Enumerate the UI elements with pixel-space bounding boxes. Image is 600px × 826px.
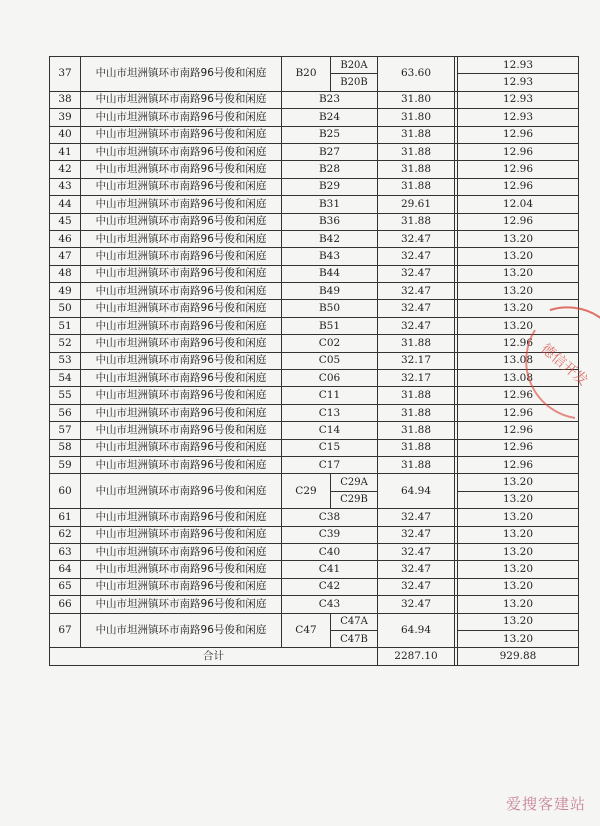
unit-code: B50 xyxy=(282,300,378,317)
property-address: 中山市坦洲镇环市南路96号俊和闲庭 xyxy=(81,578,282,595)
unit-code: B49 xyxy=(282,283,378,300)
table-row xyxy=(50,456,579,473)
fee-value: 12.96 xyxy=(458,439,579,456)
fee-value: 13.20 xyxy=(458,630,579,647)
table-row xyxy=(50,91,579,108)
fee-value: 13.20 xyxy=(458,596,579,613)
table-row xyxy=(50,578,579,595)
fee-value: 12.96 xyxy=(458,456,579,473)
area-value: 32.17 xyxy=(378,370,455,387)
unit-code: C05 xyxy=(282,352,378,369)
table-row xyxy=(50,526,579,543)
unit-code: B43 xyxy=(282,248,378,265)
fee-value: 13.20 xyxy=(458,248,579,265)
unit-code: C43 xyxy=(282,596,378,613)
table-row xyxy=(50,57,579,74)
fee-value: 13.20 xyxy=(458,526,579,543)
table-row xyxy=(50,178,579,195)
area-value: 32.47 xyxy=(378,509,455,526)
fee-value: 12.96 xyxy=(458,161,579,178)
fee-value: 12.96 xyxy=(458,213,579,230)
row-number: 62 xyxy=(50,526,81,543)
table-row xyxy=(50,317,579,334)
fee-value: 13.20 xyxy=(458,613,579,630)
fee-value: 12.04 xyxy=(458,196,579,213)
fee-value: 13.20 xyxy=(458,491,579,508)
table-row xyxy=(50,387,579,404)
fee-value: 12.96 xyxy=(458,143,579,160)
unit-code: C41 xyxy=(282,561,378,578)
property-address: 中山市坦洲镇环市南路96号俊和闲庭 xyxy=(81,370,282,387)
area-value: 32.47 xyxy=(378,300,455,317)
fee-value: 13.08 xyxy=(458,370,579,387)
unit-code: B44 xyxy=(282,265,378,282)
row-number: 60 xyxy=(50,474,81,509)
fee-value: 12.96 xyxy=(458,387,579,404)
property-address: 中山市坦洲镇环市南路96号俊和闲庭 xyxy=(81,248,282,265)
table-row xyxy=(50,265,579,282)
row-number: 59 xyxy=(50,456,81,473)
site-watermark: 爱搜客建站 xyxy=(505,795,586,813)
row-number: 40 xyxy=(50,126,81,143)
unit-code: C40 xyxy=(282,543,378,560)
table-row xyxy=(50,196,579,213)
area-value: 32.47 xyxy=(378,317,455,334)
unit-code: C38 xyxy=(282,509,378,526)
area-value: 31.88 xyxy=(378,335,455,352)
total-label: 合计 xyxy=(50,648,378,665)
unit-code: B36 xyxy=(282,213,378,230)
total-row xyxy=(50,648,579,665)
row-number: 49 xyxy=(50,283,81,300)
fee-value: 12.93 xyxy=(458,109,579,126)
unit-code: C14 xyxy=(282,422,378,439)
fee-value: 12.93 xyxy=(458,91,579,108)
property-address: 中山市坦洲镇环市南路96号俊和闲庭 xyxy=(81,456,282,473)
table-row xyxy=(50,370,579,387)
table-row xyxy=(50,213,579,230)
table-row xyxy=(50,439,579,456)
property-address: 中山市坦洲镇环市南路96号俊和闲庭 xyxy=(81,283,282,300)
unit-code: C15 xyxy=(282,439,378,456)
fee-value: 12.96 xyxy=(458,404,579,421)
property-address: 中山市坦洲镇环市南路96号俊和闲庭 xyxy=(81,109,282,126)
property-address: 中山市坦洲镇环市南路96号俊和闲庭 xyxy=(81,143,282,160)
total-area: 2287.10 xyxy=(378,648,455,665)
property-address: 中山市坦洲镇环市南路96号俊和闲庭 xyxy=(81,474,282,509)
area-value: 32.47 xyxy=(378,283,455,300)
property-address: 中山市坦洲镇环市南路96号俊和闲庭 xyxy=(81,230,282,247)
table-row xyxy=(50,613,579,630)
property-address: 中山市坦洲镇环市南路96号俊和闲庭 xyxy=(81,439,282,456)
table-row xyxy=(50,126,579,143)
row-number: 44 xyxy=(50,196,81,213)
unit-code: C29 xyxy=(282,474,331,509)
unit-code: C11 xyxy=(282,387,378,404)
property-address: 中山市坦洲镇环市南路96号俊和闲庭 xyxy=(81,543,282,560)
row-number: 41 xyxy=(50,143,81,160)
fee-value: 12.96 xyxy=(458,335,579,352)
table-row xyxy=(50,596,579,613)
fee-value: 12.96 xyxy=(458,178,579,195)
area-value: 63.60 xyxy=(378,57,455,92)
row-number: 61 xyxy=(50,509,81,526)
area-value: 64.94 xyxy=(378,474,455,509)
row-number: 55 xyxy=(50,387,81,404)
property-address: 中山市坦洲镇环市南路96号俊和闲庭 xyxy=(81,404,282,421)
fee-value: 13.20 xyxy=(458,283,579,300)
table-row xyxy=(50,422,579,439)
row-number: 64 xyxy=(50,561,81,578)
table-row xyxy=(50,404,579,421)
table-row xyxy=(50,230,579,247)
area-value: 31.88 xyxy=(378,456,455,473)
unit-code: B42 xyxy=(282,230,378,247)
row-number: 66 xyxy=(50,596,81,613)
unit-code: B29 xyxy=(282,178,378,195)
row-number: 42 xyxy=(50,161,81,178)
table-row xyxy=(50,509,579,526)
row-number: 46 xyxy=(50,230,81,247)
sub-unit-code: B20A xyxy=(331,57,378,74)
area-value: 32.47 xyxy=(378,596,455,613)
unit-code: B31 xyxy=(282,196,378,213)
table-row xyxy=(50,561,579,578)
fee-value: 13.20 xyxy=(458,561,579,578)
fee-value: 13.08 xyxy=(458,352,579,369)
row-number: 39 xyxy=(50,109,81,126)
property-address: 中山市坦洲镇环市南路96号俊和闲庭 xyxy=(81,196,282,213)
property-address: 中山市坦洲镇环市南路96号俊和闲庭 xyxy=(81,526,282,543)
fee-table xyxy=(49,56,579,666)
area-value: 31.88 xyxy=(378,213,455,230)
row-number: 50 xyxy=(50,300,81,317)
fee-value: 12.93 xyxy=(458,57,579,74)
area-value: 64.94 xyxy=(378,613,455,648)
table-row xyxy=(50,543,579,560)
table-row xyxy=(50,283,579,300)
row-number: 65 xyxy=(50,578,81,595)
property-address: 中山市坦洲镇环市南路96号俊和闲庭 xyxy=(81,613,282,648)
area-value: 32.47 xyxy=(378,543,455,560)
area-value: 32.47 xyxy=(378,561,455,578)
area-value: 31.80 xyxy=(378,91,455,108)
unit-code: B25 xyxy=(282,126,378,143)
red-seal-stamp xyxy=(520,300,600,420)
row-number: 54 xyxy=(50,370,81,387)
area-value: 31.88 xyxy=(378,178,455,195)
unit-code: C17 xyxy=(282,456,378,473)
area-value: 31.88 xyxy=(378,439,455,456)
table-row xyxy=(50,335,579,352)
unit-code: B27 xyxy=(282,143,378,160)
sub-unit-code: B20B xyxy=(331,74,378,91)
unit-code: C13 xyxy=(282,404,378,421)
table-row xyxy=(50,109,579,126)
unit-code: C42 xyxy=(282,578,378,595)
area-value: 31.88 xyxy=(378,387,455,404)
fee-value: 13.20 xyxy=(458,265,579,282)
unit-code: B24 xyxy=(282,109,378,126)
property-address: 中山市坦洲镇环市南路96号俊和闲庭 xyxy=(81,317,282,334)
row-number: 56 xyxy=(50,404,81,421)
row-number: 37 xyxy=(50,57,81,92)
fee-value: 13.20 xyxy=(458,578,579,595)
row-number: 58 xyxy=(50,439,81,456)
property-address: 中山市坦洲镇环市南路96号俊和闲庭 xyxy=(81,352,282,369)
area-value: 31.88 xyxy=(378,161,455,178)
property-address: 中山市坦洲镇环市南路96号俊和闲庭 xyxy=(81,596,282,613)
row-number: 48 xyxy=(50,265,81,282)
fee-value: 13.20 xyxy=(458,509,579,526)
area-value: 32.47 xyxy=(378,248,455,265)
property-address: 中山市坦洲镇环市南路96号俊和闲庭 xyxy=(81,509,282,526)
area-value: 29.61 xyxy=(378,196,455,213)
property-address: 中山市坦洲镇环市南路96号俊和闲庭 xyxy=(81,126,282,143)
fee-value: 13.20 xyxy=(458,300,579,317)
row-number: 43 xyxy=(50,178,81,195)
area-value: 31.88 xyxy=(378,126,455,143)
unit-code: B20 xyxy=(282,57,331,92)
table-row xyxy=(50,143,579,160)
property-address: 中山市坦洲镇环市南路96号俊和闲庭 xyxy=(81,561,282,578)
property-address: 中山市坦洲镇环市南路96号俊和闲庭 xyxy=(81,300,282,317)
sub-unit-code: C29A xyxy=(331,474,378,491)
row-number: 67 xyxy=(50,613,81,648)
sub-unit-code: C29B xyxy=(331,491,378,508)
property-address: 中山市坦洲镇环市南路96号俊和闲庭 xyxy=(81,387,282,404)
area-value: 31.88 xyxy=(378,404,455,421)
property-address: 中山市坦洲镇环市南路96号俊和闲庭 xyxy=(81,178,282,195)
fee-value: 13.20 xyxy=(458,317,579,334)
area-value: 32.47 xyxy=(378,526,455,543)
property-address: 中山市坦洲镇环市南路96号俊和闲庭 xyxy=(81,335,282,352)
fee-value: 13.20 xyxy=(458,474,579,491)
unit-code: C39 xyxy=(282,526,378,543)
row-number: 47 xyxy=(50,248,81,265)
svg-text:德信开发: 德信开发 xyxy=(537,340,591,390)
total-fee: 929.88 xyxy=(458,648,579,665)
fee-value: 13.20 xyxy=(458,230,579,247)
property-address: 中山市坦洲镇环市南路96号俊和闲庭 xyxy=(81,422,282,439)
unit-code: C47 xyxy=(282,613,331,648)
row-number: 63 xyxy=(50,543,81,560)
property-address: 中山市坦洲镇环市南路96号俊和闲庭 xyxy=(81,265,282,282)
property-address: 中山市坦洲镇环市南路96号俊和闲庭 xyxy=(81,91,282,108)
table-row xyxy=(50,248,579,265)
unit-code: C06 xyxy=(282,370,378,387)
row-number: 51 xyxy=(50,317,81,334)
area-value: 32.47 xyxy=(378,578,455,595)
area-value: 32.17 xyxy=(378,352,455,369)
fee-value: 12.96 xyxy=(458,422,579,439)
sub-unit-code: C47A xyxy=(331,613,378,630)
fee-value: 12.96 xyxy=(458,126,579,143)
row-number: 57 xyxy=(50,422,81,439)
unit-code: B51 xyxy=(282,317,378,334)
table-row xyxy=(50,161,579,178)
area-value: 32.47 xyxy=(378,265,455,282)
table-row xyxy=(50,352,579,369)
area-value: 31.88 xyxy=(378,422,455,439)
row-number: 45 xyxy=(50,213,81,230)
table-row xyxy=(50,474,579,491)
fee-value: 13.20 xyxy=(458,543,579,560)
fee-value: 12.93 xyxy=(458,74,579,91)
property-address: 中山市坦洲镇环市南路96号俊和闲庭 xyxy=(81,161,282,178)
area-value: 31.88 xyxy=(378,143,455,160)
unit-code: B28 xyxy=(282,161,378,178)
table-row xyxy=(50,300,579,317)
row-number: 53 xyxy=(50,352,81,369)
area-value: 32.47 xyxy=(378,230,455,247)
sub-unit-code: C47B xyxy=(331,630,378,647)
area-value: 31.80 xyxy=(378,109,455,126)
row-number: 38 xyxy=(50,91,81,108)
unit-code: B23 xyxy=(282,91,378,108)
property-address: 中山市坦洲镇环市南路96号俊和闲庭 xyxy=(81,57,282,92)
row-number: 52 xyxy=(50,335,81,352)
property-address: 中山市坦洲镇环市南路96号俊和闲庭 xyxy=(81,213,282,230)
unit-code: C02 xyxy=(282,335,378,352)
